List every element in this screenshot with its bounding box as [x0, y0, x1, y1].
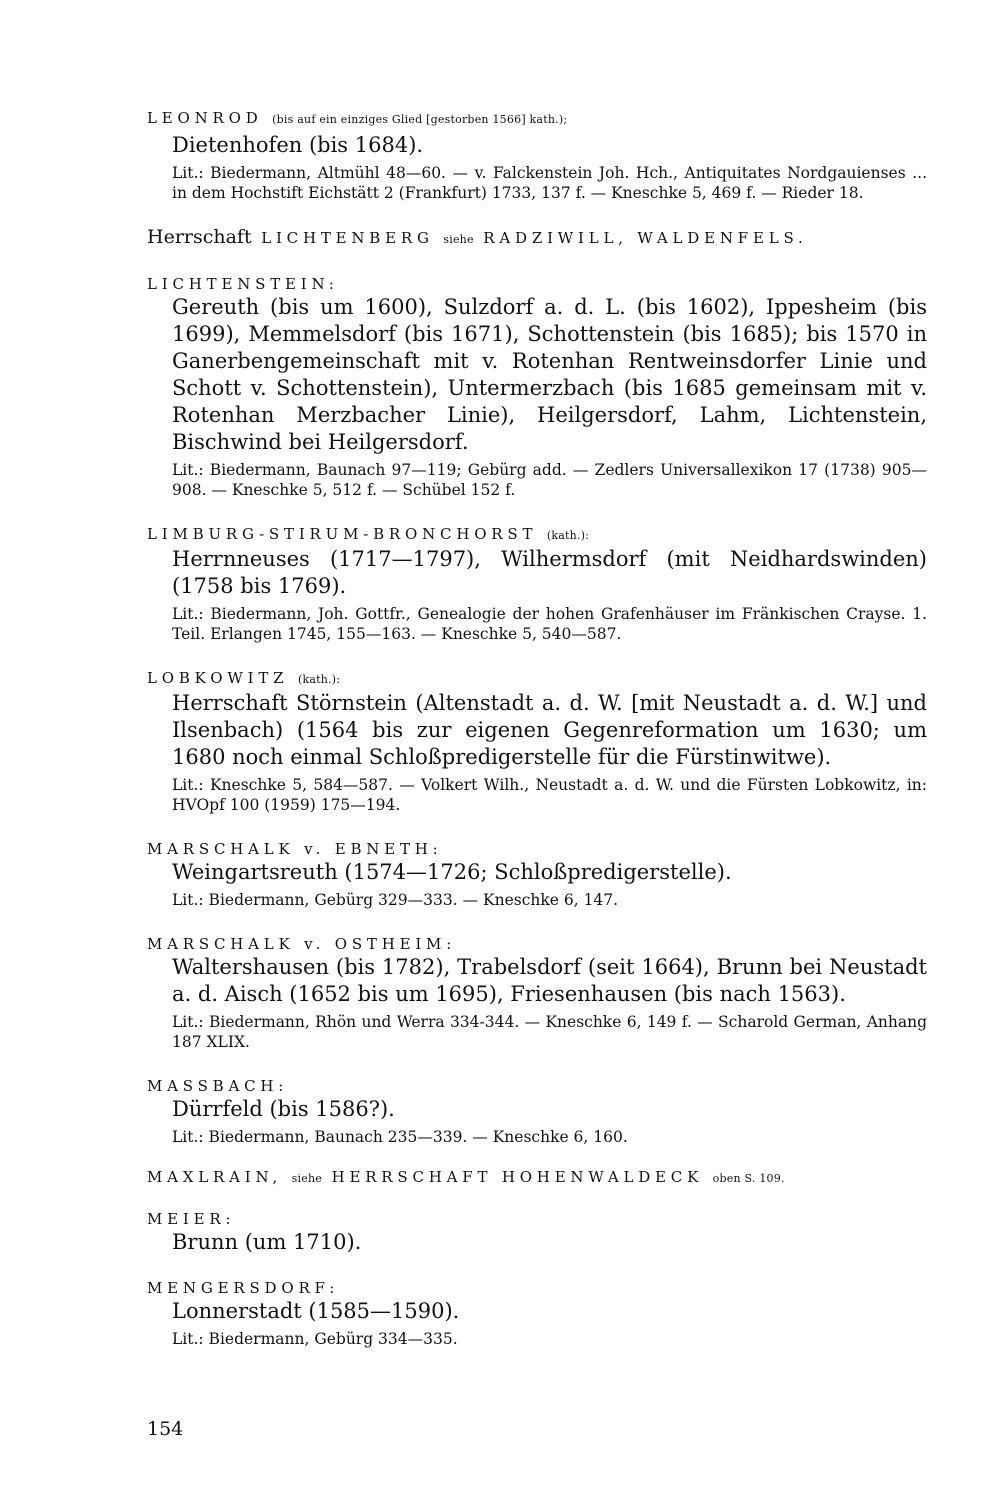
entry-literature: Lit.: Biedermann, Gebürg 329—333. — Kneschke 6, 147. — [172, 891, 619, 909]
page-body — [147, 108, 927, 1349]
entry-heading: LEONROD — [147, 109, 263, 127]
entry-heading: MARSCHALK v. EBNETH: — [147, 840, 443, 858]
entry-lichtenstein — [147, 274, 927, 500]
entry-holdings: Gereuth (bis um 1600), Sulzdorf a. d. L. (bis 1602), Ippesheim (bis 1699), Memmelsdorf (bis 1671), Schottenstein (bis 1685); bis 1570 in Ganerbengemeinschaft mit v. Rotenhan Rentweinsdorfer Linie und Schott v. Schottenstein), Untermerzbach (bis 1685 gemeinsam mit v. Rotenhan Merzbacher Linie), Heilgersdorf, Lahm, Lichtenstein, Bischwind bei Heilgersdorf. — [172, 295, 927, 454]
entry-literature: Lit.: Kneschke 5, 584—587. — Volkert Wilh., Neustadt a. d. W. und die Fürsten Lobkowitz, in: HVOpf 100 (1959) 175—194. — [172, 776, 927, 814]
entry-holdings: Dürrfeld (bis 1586?). — [172, 1097, 395, 1121]
entry-mengersdorf — [147, 1278, 927, 1349]
entry-heading: LICHTENBERG — [261, 229, 434, 247]
entry-note: (bis auf ein einziges Glied [gestorben 1566] kath.); — [272, 113, 568, 126]
entry-marschalk-ebneth — [147, 839, 927, 910]
entry-holdings: Dietenhofen (bis 1684). — [172, 133, 424, 157]
entry-marschalk-ostheim — [147, 934, 927, 1052]
entry-lichtenberg — [147, 227, 927, 250]
entry-lobkowitz — [147, 668, 927, 815]
entry-literature: Lit.: Biedermann, Joh. Gottfr., Genealogie der hohen Grafenhäuser im Fränkischen Crayse. 1. Teil. Erlangen 1745, 155—163. — Kneschke 5, 540—587. — [172, 605, 927, 643]
entry-leonrod — [147, 108, 927, 203]
entry-heading: LOBKOWITZ — [147, 669, 289, 687]
entry-holdings: Waltershausen (bis 1782), Trabelsdorf (seit 1664), Brunn bei Neustadt a. d. Aisch (1652 bis um 1695), Friesenhausen (bis nach 1563). — [172, 955, 927, 1006]
entry-heading: LIMBURG-STIRUM-BRONCHORST — [147, 525, 538, 543]
entry-massbach — [147, 1076, 927, 1147]
entry-see: siehe — [291, 1172, 322, 1185]
entry-holdings: Lonnerstadt (1585—1590). — [172, 1299, 460, 1323]
entry-page-ref: oben S. 109. — [712, 1172, 785, 1185]
entry-holdings: Weingartsreuth (1574—1726; Schloßpredigerstelle). — [172, 860, 732, 884]
entry-literature: Lit.: Biedermann, Baunach 97—119; Gebürg add. — Zedlers Universallexikon 17 (1738) 905—908. — Kneschke 5, 512 f. — Schübel 152 f. — [172, 461, 927, 499]
entry-heading: MENGERSDORF: — [147, 1279, 340, 1297]
entry-reference: HERRSCHAFT HOHENWALDECK — [331, 1168, 704, 1186]
entry-literature: Lit.: Biedermann, Gebürg 334—335. — [172, 1330, 458, 1348]
entry-heading: MEIER: — [147, 1210, 236, 1228]
entry-holdings: Herrschaft Störnstein (Altenstadt a. d. W. [mit Neustadt a. d. W.] und Ilsenbach) (1564 bis zur eigenen Gegenreformation um 1630; um 1680 noch einmal Schloßpredigerstelle für die Fürstinwitwe). — [172, 691, 927, 769]
entry-holdings: Herrnneuses (1717—1797), Wilhermsdorf (mit Neidhardswinden) (1758 bis 1769). — [172, 547, 927, 598]
entry-literature: Lit.: Biedermann, Rhön und Werra 334-344. — Kneschke 6, 149 f. — Scharold German, Anhang 187 XLIX. — [172, 1013, 927, 1051]
entry-heading: LICHTENSTEIN: — [147, 275, 339, 293]
entry-meier — [147, 1209, 927, 1256]
page-number: 154 — [147, 1418, 184, 1440]
entry-note: (kath.): — [546, 529, 590, 542]
entry-holdings: Brunn (um 1710). — [172, 1230, 362, 1254]
entry-note: (kath.): — [297, 673, 341, 686]
entry-literature: Lit.: Biedermann, Altmühl 48—60. — v. Falckenstein Joh. Hch., Antiquitates Nordgauienses ... in dem Hochstift Eichstätt 2 (Frankfurt) 1733, 137 f. — Kneschke 5, 469 f. — Rieder 18. — [172, 164, 927, 202]
entry-heading: MARSCHALK v. OSTHEIM: — [147, 935, 457, 953]
entry-reference: RADZIWILL, WALDENFELS. — [483, 229, 808, 247]
entry-literature: Lit.: Biedermann, Baunach 235—339. — Kneschke 6, 160. — [172, 1128, 628, 1146]
entry-see: siehe — [443, 233, 474, 246]
entry-maxlrain — [147, 1167, 927, 1189]
entry-heading: MASSBACH: — [147, 1077, 289, 1095]
entry-heading: MAXLRAIN, — [147, 1168, 283, 1186]
entry-limburg-stirum-bronchorst — [147, 524, 927, 644]
entry-prefix: Herrschaft — [147, 226, 252, 248]
